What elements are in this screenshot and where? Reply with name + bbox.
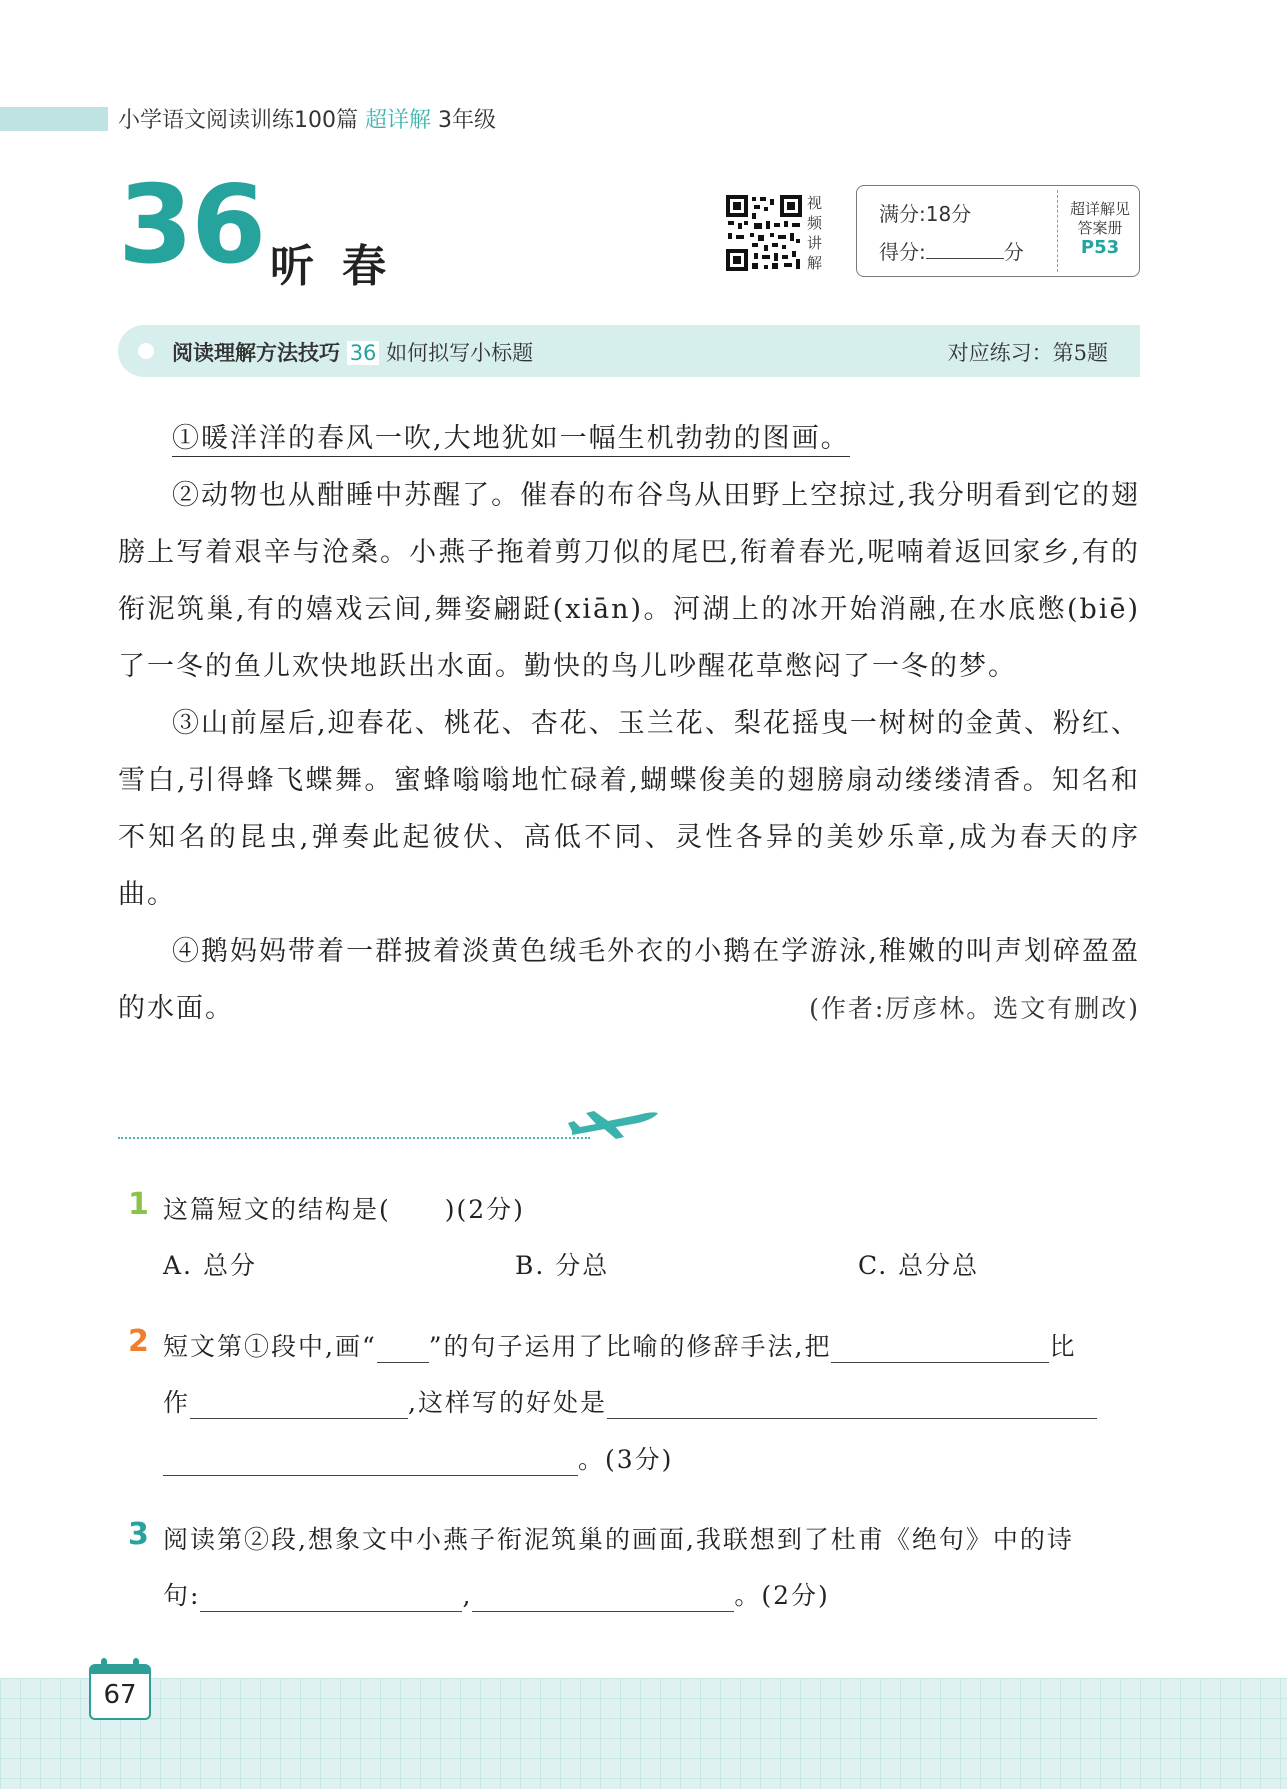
book-title-highlight: 超详解 bbox=[365, 108, 432, 133]
lesson-number: 36 bbox=[118, 163, 265, 288]
question-2-number: 2 bbox=[128, 1324, 149, 1359]
paragraph-2: ②动物也从酣睡中苏醒了。催春的布谷鸟从田野上空掠过,我分明看到它的翅膀上写着艰辛与沧桑。小燕子拖着剪刀似的尾巴,衔着春光,呢喃着返回家乡,有的衔泥筑巢,有的嬉戏云间,舞姿翩跹(xiān)。河湖上的冰开始消融,在水底憋(biē)了一冬的鱼儿欢快地跃出水面。勤快的鸟儿吵醒花草憋闷了一冬的梦。 bbox=[118, 480, 1140, 682]
qr-code-icon[interactable] bbox=[724, 193, 804, 273]
qr-label: 视 频 讲 解 bbox=[807, 194, 823, 272]
method-band bbox=[118, 325, 1140, 377]
question-2-line-3: 。(3分) bbox=[163, 1440, 673, 1476]
header-band bbox=[0, 107, 108, 131]
section-divider bbox=[118, 1137, 590, 1139]
paragraph-3: ③山前屋后,迎春花、桃花、杏花、玉兰花、梨花摇曳一树树的金黄、粉红、雪白,引得蜂飞蝶舞。蜜蜂嗡嗡地忙碌着,蝴蝶俊美的翅膀扇动缕缕清香。知名和不知名的昆虫,弹奏此起彼伏、高低不同、灵性各异的美妙乐章,成为春天的序曲。 bbox=[118, 708, 1140, 910]
answer-blank-vehicle[interactable] bbox=[190, 1390, 408, 1419]
paragraph-1 bbox=[118, 410, 1140, 467]
calendar-ring-icon bbox=[101, 1658, 107, 1670]
option-c[interactable]: C. 总分总 bbox=[858, 1251, 980, 1280]
answer-blank-tenor[interactable] bbox=[831, 1334, 1049, 1363]
practice-reference: 对应练习：第5题 bbox=[947, 341, 1108, 365]
paragraph-4: ④鹅妈妈带着一群披着淡黄色绒毛外衣的小鹅在学游泳,稚嫩的叫声划碎盈盈的水面。 (作者:厉彦林。选文有删改) bbox=[118, 923, 1140, 1037]
option-a[interactable]: A. 总分 bbox=[163, 1251, 257, 1280]
answer-blank-poem-line-2[interactable] bbox=[472, 1583, 734, 1612]
airplane-icon bbox=[568, 1105, 660, 1145]
question-2-line-2: 作 ,这样写的好处是 bbox=[163, 1383, 1097, 1419]
calendar-ring-icon bbox=[133, 1658, 139, 1670]
method-number: 36 bbox=[347, 341, 380, 365]
page-number: 67 bbox=[103, 1680, 137, 1710]
answer-page: P53 bbox=[1080, 237, 1120, 258]
book-title-prefix: 小学语文阅读训练100篇 bbox=[118, 108, 358, 133]
answer-blank-benefit-cont[interactable] bbox=[163, 1447, 578, 1476]
passage bbox=[118, 410, 1140, 1037]
score-box bbox=[856, 185, 1140, 277]
footer-grid bbox=[0, 1678, 1287, 1789]
answer-reference: 超详解见 答案册 P53 bbox=[1060, 200, 1140, 257]
full-score: 满分:18分 bbox=[879, 202, 972, 226]
question-1-stem: 这篇短文的结构是( )(2分) bbox=[163, 1195, 525, 1224]
lesson-title: 听春 bbox=[270, 241, 414, 292]
got-score: 得分: 分 bbox=[879, 240, 1024, 264]
question-3-line-1: 阅读第②段,想象文中小燕子衔泥筑巢的画面,我联想到了杜甫《绝句》中的诗 bbox=[163, 1525, 1074, 1554]
option-b[interactable]: B. 分总 bbox=[515, 1251, 610, 1280]
question-2-line-1: 短文第①段中,画“ ”的句子运用了比喻的修辞手法,把 比 bbox=[163, 1332, 1077, 1361]
book-title bbox=[118, 103, 496, 134]
method-title: 阅读理解方法技巧 36 如何拟写小标题 bbox=[172, 341, 534, 365]
score-divider bbox=[1057, 190, 1058, 272]
answer-blank-underline-style[interactable] bbox=[377, 1334, 429, 1363]
score-blank[interactable] bbox=[926, 240, 1004, 259]
attribution: (作者:厉彦林。选文有删改) bbox=[809, 994, 1140, 1023]
page-number-badge bbox=[89, 1664, 151, 1720]
answer-blank-poem-line-1[interactable] bbox=[200, 1583, 462, 1612]
bullet-icon bbox=[138, 343, 154, 359]
question-3-number: 3 bbox=[128, 1517, 149, 1552]
underlined-sentence: ①暖洋洋的春风一吹,大地犹如一幅生机勃勃的图画。 bbox=[172, 423, 850, 457]
book-title-grade: 3年级 bbox=[438, 108, 497, 133]
method-topic: 如何拟写小标题 bbox=[386, 341, 534, 365]
question-1-number: 1 bbox=[128, 1187, 149, 1222]
answer-blank-benefit[interactable] bbox=[607, 1390, 1097, 1419]
question-3-line-2: 句: , 。(2分) bbox=[163, 1581, 830, 1610]
